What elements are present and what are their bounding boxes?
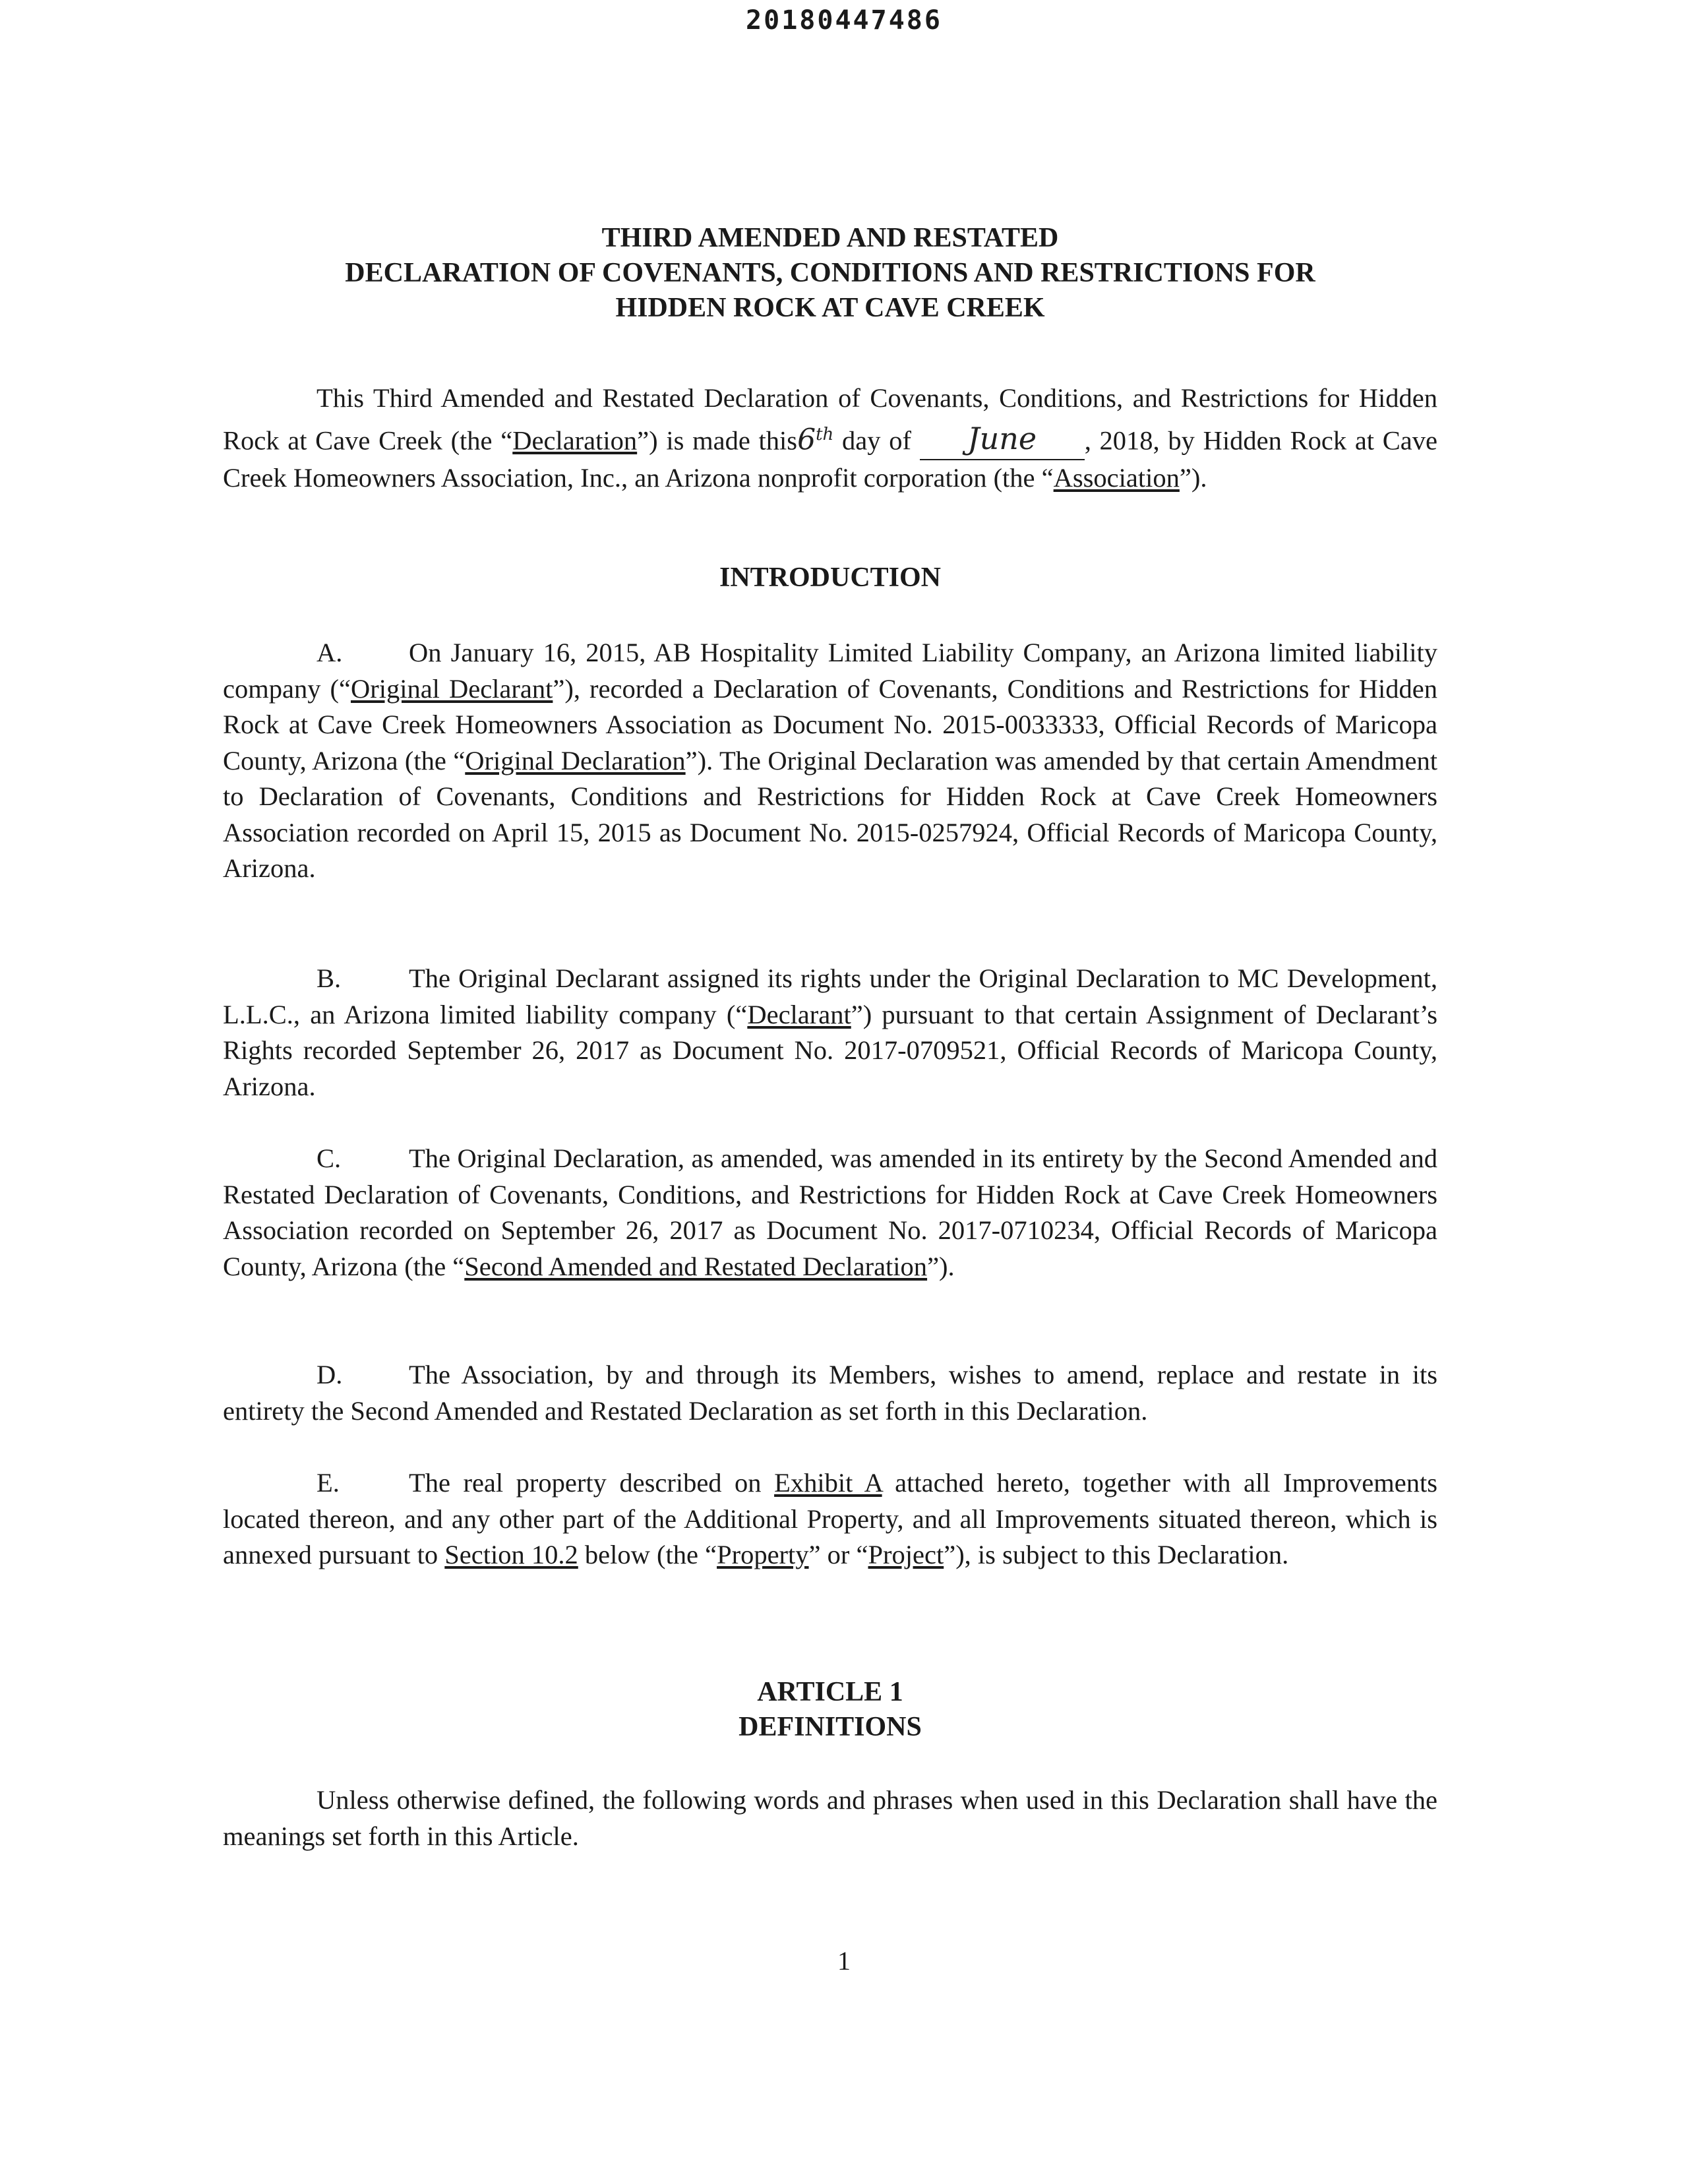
term-declaration: Declaration xyxy=(512,425,638,455)
term-original-declaration: Original Declaration xyxy=(465,745,686,775)
recital-b-label: B. xyxy=(316,963,342,993)
recital-c: C. The Original Declaration, as amended, was amended in its entirety by the Second Amended and Restated Declaration of Covenants, Conditions, and Restrictions for Hidden Rock at Cave Creek Homeowners Association recorded on September 26, 2017 as Document No. 2017-0710234, Official Records of Maricopa County, Arizona (the “Second Amended and Restated Declaration”). xyxy=(223,1141,1437,1285)
recording-number: 20180447486 xyxy=(746,5,942,36)
title-line-1: THIRD AMENDED AND RESTATED xyxy=(601,223,1059,253)
recital-c-label: C. xyxy=(316,1143,342,1173)
article-title: DEFINITIONS xyxy=(738,1712,922,1742)
term-exhibit-a: Exhibit A xyxy=(774,1468,882,1498)
preamble-paragraph: This Third Amended and Restated Declaration of Covenants, Conditions, and Restrictions for Hidden Rock at Cave Creek (the “Declaration”) is made this6th day of June , 2018, by Hidden Rock at Cave Creek Homeowners Association, Inc., an Arizona nonprofit corporation (the “Association”). xyxy=(223,383,1437,493)
term-original-declarant: Original Declarant xyxy=(350,673,553,704)
title-line-2: DECLARATION OF COVENANTS, CONDITIONS AND RESTRICTIONS FOR xyxy=(345,258,1315,288)
article-1-intro: Unless otherwise defined, the following words and phrases when used in this Declaration shall have the meanings set forth in this Article. xyxy=(223,1785,1437,1851)
term-association: Association xyxy=(1053,462,1180,493)
term-second-amended-declaration: Second Amended and Restated Declaration xyxy=(464,1251,928,1281)
handwritten-day-suffix: th xyxy=(816,424,834,444)
term-section-10-2: Section 10.2 xyxy=(444,1540,578,1569)
recital-a-label: A. xyxy=(316,638,343,667)
document-title xyxy=(223,221,1437,326)
handwritten-day: 6 xyxy=(797,423,816,456)
introduction-heading: INTRODUCTION xyxy=(719,562,942,593)
page-number: 1 xyxy=(837,1946,851,1976)
term-property: Property xyxy=(717,1540,809,1569)
recital-e-label: E. xyxy=(316,1468,340,1498)
recital-b: B. The Original Declarant assigned its rights under the Original Declaration to MC Development, L.L.C., an Arizona limited liability company (“Declarant”) pursuant to that certain Assignment of Declarant’s Rights recorded September 26, 2017 as Document No. 2017-0709521, Official Records of Maricopa County, Arizona. xyxy=(223,961,1437,1105)
article-number: ARTICLE 1 xyxy=(757,1677,903,1707)
term-declarant: Declarant xyxy=(747,999,851,1029)
article-1-heading xyxy=(223,1675,1437,1745)
title-line-3: HIDDEN ROCK AT CAVE CREEK xyxy=(615,293,1045,323)
handwritten-month: June xyxy=(967,421,1037,456)
recital-a: A. On January 16, 2015, AB Hospitality Limited Liability Company, an Arizona limited liability company (“Original Declarant”), recorded a Declaration of Covenants, Conditions and Restrictions for Hidden Rock at Cave Creek Homeowners Association as Document No. 2015-0033333, Official Records of Maricopa County, Arizona (the “Original Declaration”). The Original Declaration was amended by that certain Amendment to Declaration of Covenants, Conditions and Restrictions for Hidden Rock at Cave Creek Homeowners Association recorded on April 15, 2015 as Document No. 2015-0257924, Official Records of Maricopa County, Arizona. xyxy=(223,635,1437,887)
term-project: Project xyxy=(868,1540,944,1569)
recital-d-label: D. xyxy=(316,1360,343,1389)
recital-e: E. The real property described on Exhibit A attached hereto, together with all Improvements located thereon, and any other part of the Additional Property, and all Improvements situated thereon, which is annexed pursuant to Section 10.2 below (the “Property” or “Project”), is subject to this Declaration. xyxy=(223,1465,1437,1573)
recital-d: D. The Association, by and through its Members, wishes to amend, replace and restate in its entirety the Second Amended and Restated Declaration as set forth in this Declaration. xyxy=(223,1357,1437,1429)
